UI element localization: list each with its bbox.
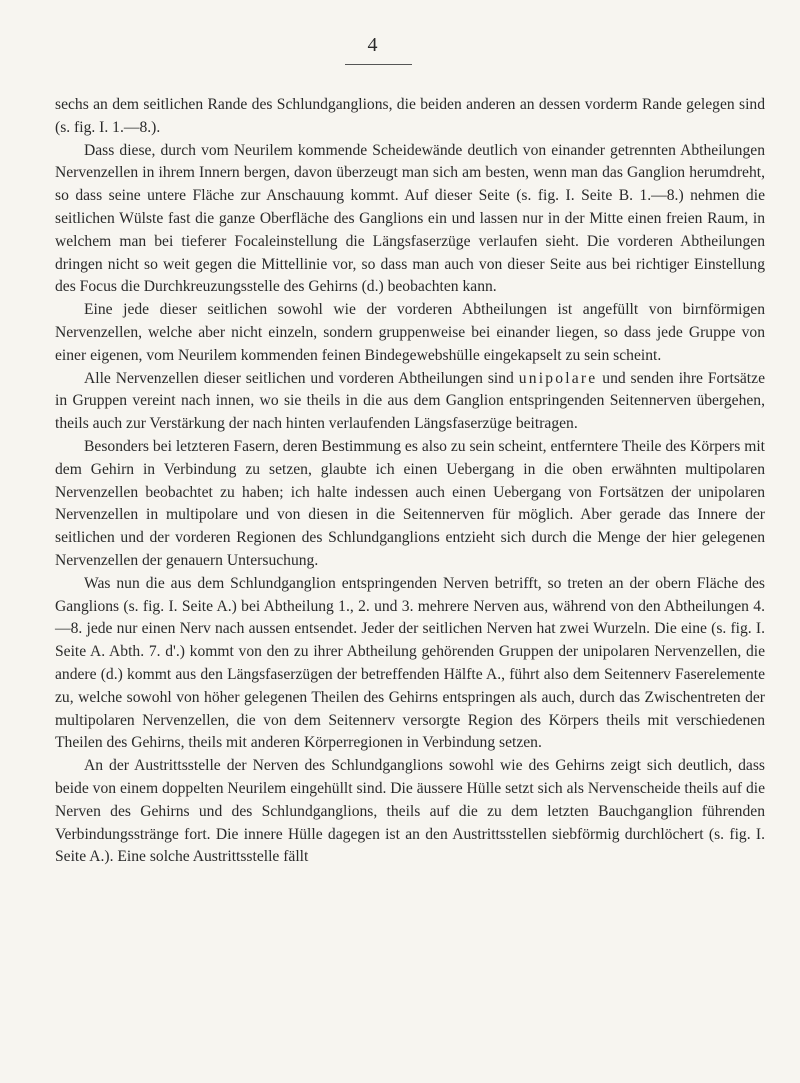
paragraph bbox=[55, 573, 765, 755]
paragraph bbox=[55, 368, 765, 436]
header-rule bbox=[345, 64, 412, 65]
text-run: Besonders bei letzteren Fasern, deren Bestimmung es also zu sein scheint, entferntere Theile des Körpers mit dem Gehirn in Verbindung zu setzen, glaubte ich einen Uebergang in die oben erwähnten multipolaren Nervenzellen beobachtet zu haben; ich halte indessen auch einen Uebergang von Fortsätzen der unipolaren Nervenzellen in multipolare und von diesen in die Seitennerven für möglich. Aber gerade das Innere der seitlichen und der vorderen Regionen des Schlundganglions entzieht sich durch die Menge der hier gelegenen Nervenzellen der genauern Untersuchung. bbox=[55, 437, 765, 569]
text-run: Alle Nervenzellen dieser seitlichen und vorderen Abtheilungen sind bbox=[84, 369, 519, 387]
paragraph bbox=[55, 299, 765, 367]
paragraph bbox=[55, 755, 765, 869]
paragraph bbox=[55, 140, 765, 300]
text-run: Dass diese, durch vom Neurilem kommende Scheidewände deutlich von einander getrennten Abtheilungen Nervenzellen in ihrem Innern bergen, davon überzeugt man sich am besten, wenn man das Ganglion herumdreht, so dass seine untere Fläche zur Anschauung kommt. Auf dieser Seite (s. fig. I. Seite B. 1.—8.) nehmen die seitlichen Wülste fast die ganze Oberfläche des Ganglions ein und lassen nur in der Mitte einen freien Raum, in welchem man bei tieferer Focaleinstellung die Längsfaserzüge verlaufen sieht. Die vorderen Abtheilungen dringen nicht so weit gegen die Mittellinie vor, so dass man auch von dieser Seite aus bei richtiger Einstellung des Focus die Durchkreuzungsstelle des Gehirns (d.) beobachten kann. bbox=[55, 141, 765, 296]
paragraph bbox=[55, 436, 765, 573]
page-number: 4 bbox=[367, 34, 378, 56]
text-run: Was nun die aus dem Schlundganglion entspringenden Nerven betrifft, so treten an der obern Fläche des Ganglions (s. fig. I. Seite A.) bei Abtheilung 1., 2. und 3. mehrere Nerven aus, während von den Abtheilungen 4.—8. jede nur einen Nerv nach aussen entsendet. Jeder der seitlichen Nerven hat zwei Wurzeln. Die eine (s. fig. I. Seite A. Abth. 7. d'.) kommt von den zu ihrer Abtheilung gehörenden Gruppen der unipolaren Nervenzellen, die andere (d.) kommt aus den Längsfaserzügen der betreffenden Hälfte A., führt also dem Seitennerv Faserelemente zu, welche sowohl von höher gelegenen Theilen des Gehirns entspringen als auch, durch das Zwischentreten der multipolaren Nervenzellen, die von dem Seitennerv versorgte Region des Körpers theils mit verschiedenen Theilen des Gehirns, theils mit anderen Körperregionen in Verbindung setzen. bbox=[55, 574, 765, 752]
body-text bbox=[55, 94, 765, 869]
text-run: Eine jede dieser seitlichen sowohl wie der vorderen Abtheilungen ist angefüllt von birnförmigen Nervenzellen, welche aber nicht einzeln, sondern gruppenweise bei einander liegen, so dass jede Gruppe von einer eigenen, vom Neurilem kommenden feinen Bindegewebshülle eingekapselt zu sein scheint. bbox=[55, 301, 765, 364]
text-run: sechs an dem seitlichen Rande des Schlundganglions, die beiden anderen an dessen vorderm Rande gelegen sind (s. fig. I. 1.—8.). bbox=[55, 96, 765, 136]
text-run: An der Austrittsstelle der Nerven des Schlundganglions sowohl wie des Gehirns zeigt sich deutlich, dass beide von einem doppelten Neurilem eingehüllt sind. Die äussere Hülle setzt sich als Nervenscheide theils auf die Nerven des Gehirns und des Schlundganglions, theils auf die zu dem letzten Bauchganglion führenden Verbindungsstränge fort. Die innere Hülle dagegen ist an den Austrittsstellen siebförmig durchlöchert (s. fig. I. Seite A.). Eine solche Austrittsstelle fällt bbox=[55, 757, 765, 866]
text-run: und senden ihre Fortsätze in Gruppen vereint nach innen, wo sie theils in die aus dem Ganglion entspringenden Seitennerven übergehen, theils auch zur Verstärkung der nach hinten verlaufenden Längsfaserzüge beitragen. bbox=[55, 369, 765, 433]
paragraph bbox=[55, 94, 765, 140]
emphasis-spaced-text: unipolare bbox=[518, 369, 598, 387]
